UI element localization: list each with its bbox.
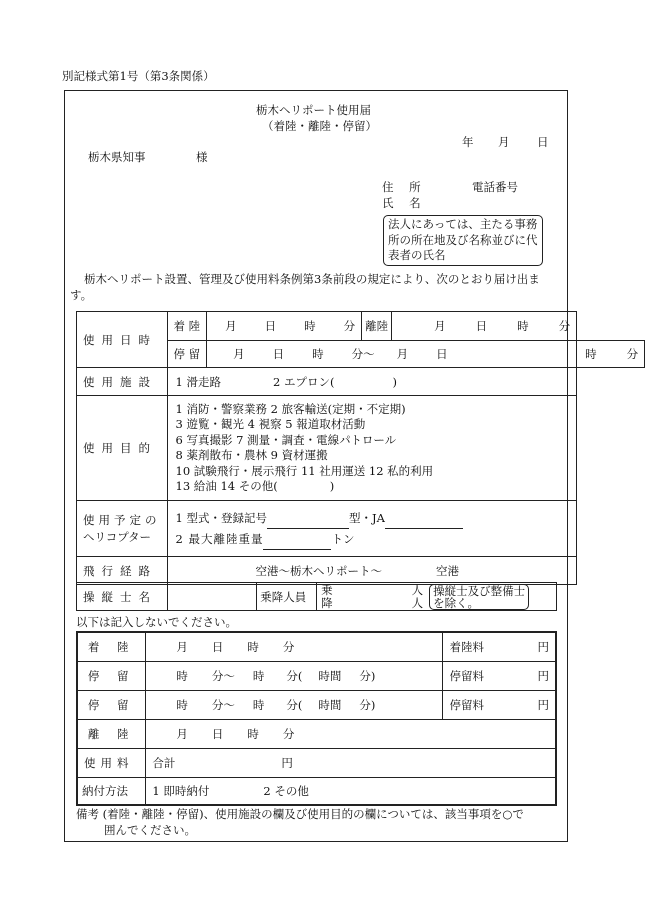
form-title: 栃木ヘリポート使用届 bbox=[256, 103, 371, 117]
name-label: 氏 名 bbox=[382, 196, 427, 210]
landing-fee: 着陸料 円 bbox=[443, 632, 556, 661]
intro-line-2: す。 bbox=[70, 288, 93, 302]
application-table bbox=[76, 311, 645, 585]
address-label: 住 所 bbox=[382, 180, 427, 194]
office-stay-time-1: 時 分〜 時 分( 時間 分) bbox=[146, 661, 443, 690]
date-day: 日 bbox=[537, 135, 549, 149]
form-subtitle: （着陸・離陸・停留） bbox=[262, 119, 377, 133]
office-takeoff-label: 離 陸 bbox=[77, 719, 146, 748]
phone-label: 電話番号 bbox=[472, 180, 518, 194]
form-number: 別記様式第1号（第3条関係） bbox=[62, 69, 215, 83]
payment-label: 納付方法 bbox=[77, 777, 146, 805]
takeoff-label: 離陸 bbox=[362, 312, 392, 341]
stay-label: 停 留 bbox=[167, 341, 207, 368]
remarks-line-2: 囲んでください。 bbox=[104, 823, 196, 837]
fee-total: 合計 円 bbox=[146, 748, 556, 777]
intro-line-1: 栃木ヘリポート設置、管理及び使用料条例第3条前段の規定により、次のとおり届け出ま bbox=[84, 272, 540, 286]
passengers-label: 乗降人員 bbox=[257, 583, 317, 611]
pilot-name-value bbox=[167, 583, 256, 611]
remarks-line-1: 備考 (着陸・離陸・停留)、使用施設の欄及び使用目的の欄については、該当事項を○で bbox=[76, 807, 524, 821]
payment-options: 1 即時納付 2 その他 bbox=[146, 777, 556, 805]
stay-fee-2: 停留料 円 bbox=[443, 690, 556, 719]
honorific: 様 bbox=[196, 150, 208, 164]
route-value: 空港〜栃木ヘリポート〜 空港 bbox=[167, 557, 577, 585]
corporation-note: 法人にあっては、主たる事務 所の所在地及び名称並びに代 表者の氏名 bbox=[383, 215, 543, 266]
fee-label: 使用料 bbox=[77, 748, 146, 777]
office-takeoff-time: 月 日 時 分 bbox=[146, 719, 556, 748]
landing-label: 着 陸 bbox=[167, 312, 207, 341]
helicopter-label: 使用予定の ヘリコプター bbox=[77, 501, 168, 557]
addressee: 栃木県知事 bbox=[88, 150, 146, 164]
date-year: 年 bbox=[462, 135, 474, 149]
purpose-label: 使用目的 bbox=[77, 396, 168, 501]
pilot-row bbox=[76, 582, 557, 611]
office-stay-time-2: 時 分〜 時 分( 時間 分) bbox=[146, 690, 443, 719]
office-note: 以下は記入しないでください。 bbox=[76, 615, 237, 629]
office-landing-time: 月 日 時 分 bbox=[146, 632, 443, 661]
helicopter-details: 1 型式・登録記号 型・JA 2 最大離陸重量 トン bbox=[167, 501, 577, 557]
office-table bbox=[76, 631, 557, 806]
office-stay-label-2: 停 留 bbox=[77, 690, 146, 719]
stay-fee-1: 停留料 円 bbox=[443, 661, 556, 690]
office-stay-label-1: 停 留 bbox=[77, 661, 146, 690]
passengers-value: 乗 降 人 人 操縦士及び整備士 を除く。 bbox=[317, 583, 557, 611]
usage-datetime-label: 使用日時 bbox=[77, 312, 168, 368]
facilities-label: 使用施設 bbox=[77, 368, 168, 396]
office-landing-label: 着 陸 bbox=[77, 632, 146, 661]
route-label: 飛行経路 bbox=[77, 557, 168, 585]
stay-datetime-end: 時 分 bbox=[577, 341, 645, 368]
purpose-options: 1 消防・警察業務 2 旅客輸送(定期・不定期) 3 遊覧・観光 4 視察 5 報道取材活動 6 写真撮影 7 測量・調査・電線パトロール 8 薬剤散布・農林 9 資材運搬 10 試験飛行・展示飛行 11 社用運送 12 私的利用 13 給油 14 その他( ) bbox=[167, 396, 577, 501]
date-month: 月 bbox=[498, 135, 510, 149]
takeoff-datetime: 月 日 時 分 bbox=[392, 312, 577, 341]
facilities-options: 1 滑走路 2 エプロン( ) bbox=[167, 368, 577, 396]
stay-datetime: 月 日 時 分〜 月 日 bbox=[207, 341, 577, 368]
pilot-label: 操縦士名 bbox=[77, 583, 168, 611]
landing-datetime: 月 日 時 分 bbox=[207, 312, 362, 341]
